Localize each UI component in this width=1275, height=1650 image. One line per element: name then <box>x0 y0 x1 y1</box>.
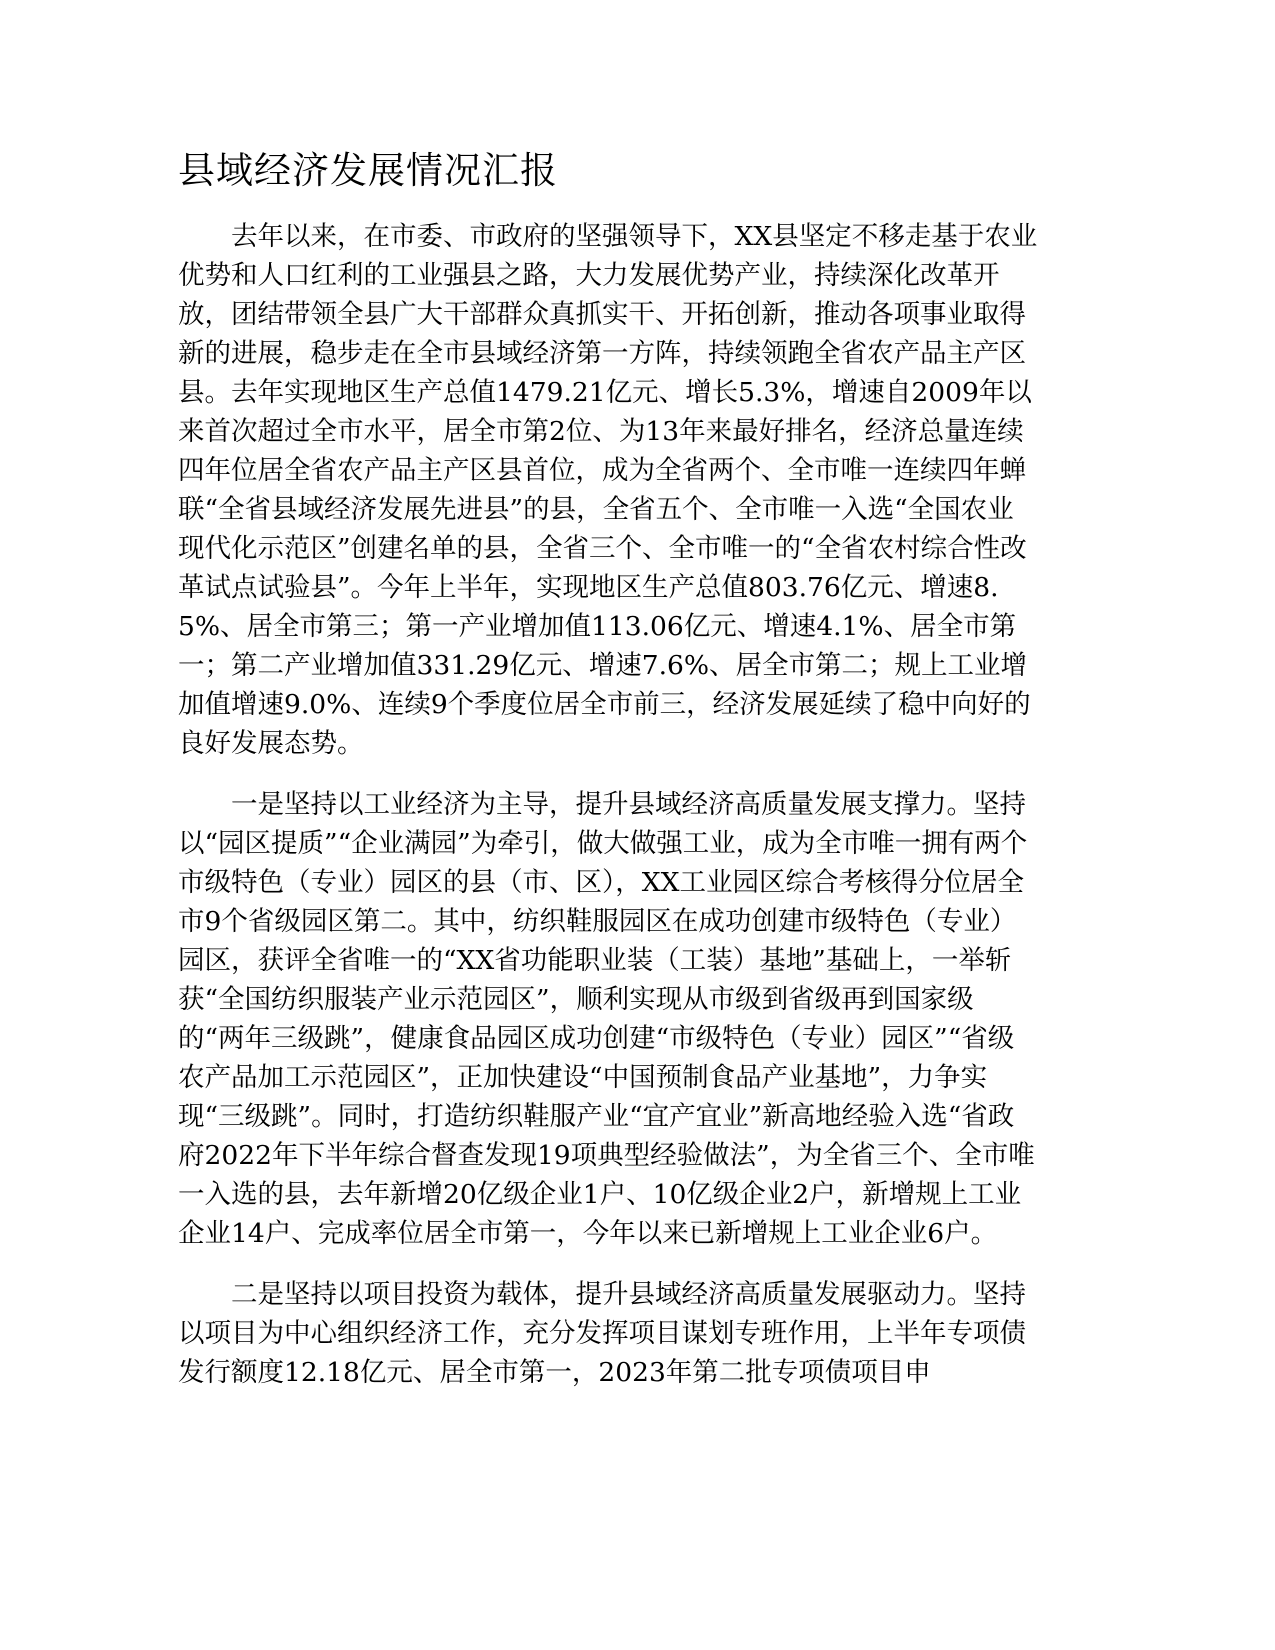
document-title: 县域经济发展情况汇报 <box>178 149 558 192</box>
paragraph-industry: 一是坚持以工业经济为主导，提升县域经济高质量发展支撑力。坚持以“园区提质”“企业满园”为牵引，做大做强工业，成为全市唯一拥有两个市级特色（专业）园区的县（市、区），XX工业园区综合考核得分位居全市9个省级园区第二。其中，纺织鞋服园区在成功创建市级特色（专业）园区，获评全省唯一的“XX省功能职业装（工装）基地”基础上，一举斩获“全国纺织服装产业示范园区”，顺利实现从市级到省级再到国家级的“两年三级跳”，健康食品园区成功创建“市级特色（专业）园区”“省级农产品加工示范园区”，正加快建设“中国预制食品产业基地”，力争实现“三级跳”。同时，打造纺织鞋服产业“宜产宜业”新高地经验入选“省政府2022年下半年综合督查发现19项典型经验做法”，为全省三个、全市唯一入选的县，去年新增20亿级企业1户、10亿级企业2户，新增规上工业企业14户、完成率位居全市第一，今年以来已新增规上工业企业6户。 <box>178 789 1035 1249</box>
document-page <box>178 140 1038 1414</box>
paragraph-investment: 二是坚持以项目投资为载体，提升县域经济高质量发展驱动力。坚持以项目为中心组织经济工作，充分发挥项目谋划专班作用，上半年专项债发行额度12.18亿元、居全市第一，2023年第二批专项债项目申 <box>178 1279 1026 1388</box>
paragraph-intro: 去年以来，在市委、市政府的坚强领导下，XX县坚定不移走基于农业优势和人口红利的工业强县之路，大力发展优势产业，持续深化改革开放，团结带领全县广大干部群众真抓实干、开拓创新，推动各项事业取得新的进展，稳步走在全市县域经济第一方阵，持续领跑全省农产品主产区县。去年实现地区生产总值1479.21亿元、增长5.3%，增速自2009年以来首次超过全市水平，居全市第2位、为13年来最好排名，经济总量连续四年位居全省农产品主产区县首位，成为全省两个、全市唯一连续四年蝉联“全省县域经济发展先进县”的县，全省五个、全市唯一入选“全国农业现代化示范区”创建名单的县，全省三个、全市唯一的“全省农村综合性改革试点试验县”。今年上半年，实现地区生产总值803.76亿元、增速8.5%、居全市第三；第一产业增加值113.06亿元、增速4.1%、居全市第一；第二产业增加值331.29亿元、增速7.6%、居全市第二；规上工业增加值增速9.0%、连续9个季度位居全市前三，经济发展延续了稳中向好的良好发展态势。 <box>178 221 1038 759</box>
